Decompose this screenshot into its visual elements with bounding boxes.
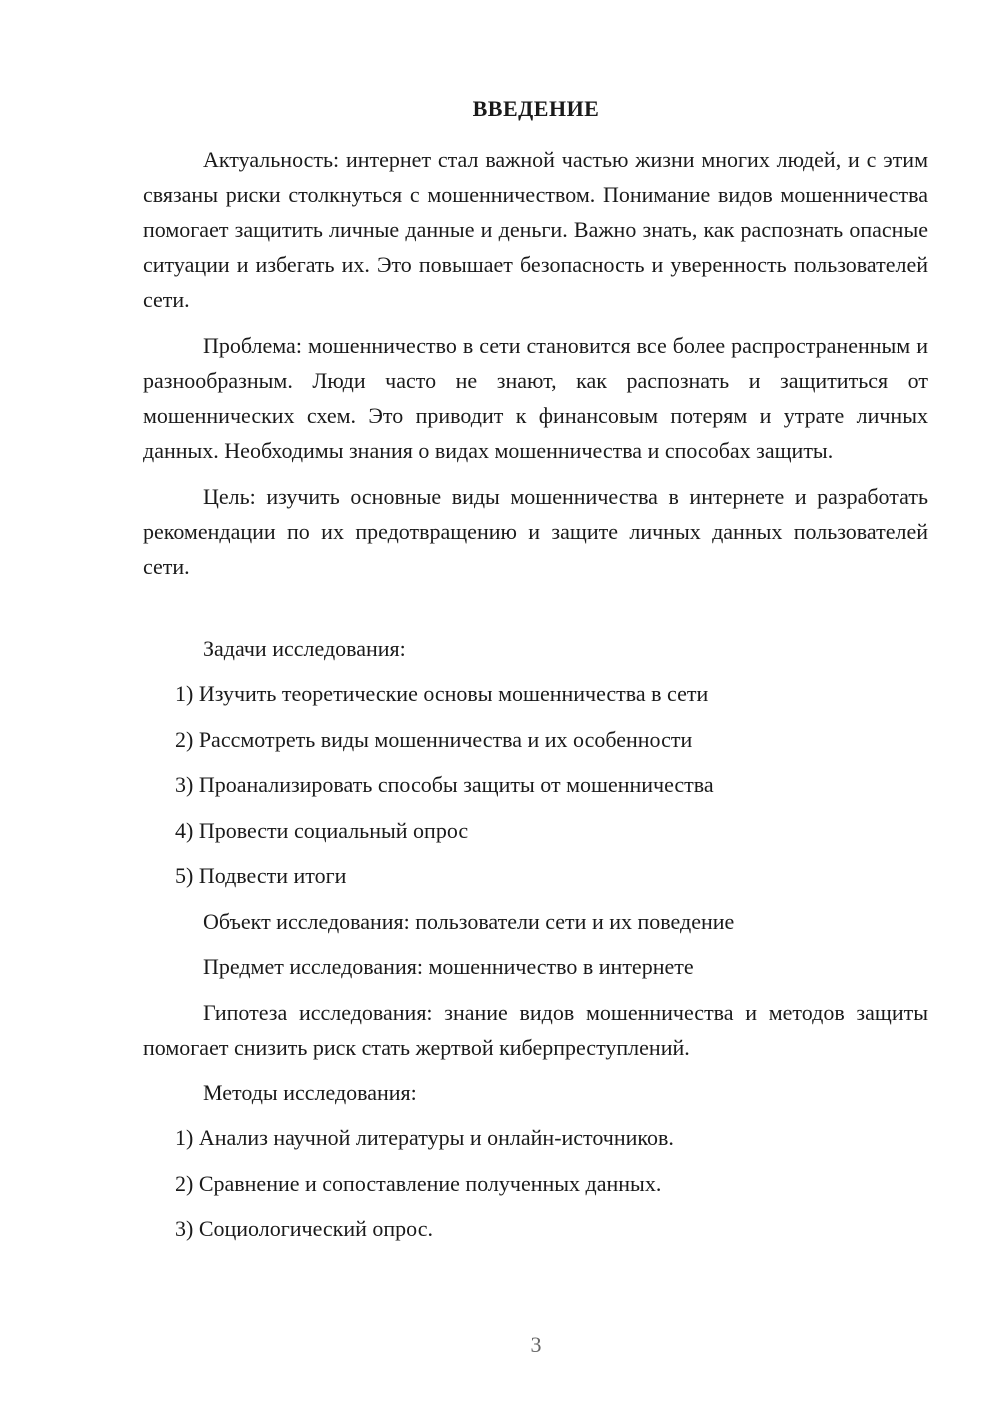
hypothesis-paragraph: Гипотеза исследования: знание видов мошенничества и методов защиты помогает снизить риск стать жертвой киберпреступлений. — [143, 1000, 928, 1060]
task-item: 2) Рассмотреть виды мошенничества и их особенности — [175, 727, 693, 752]
research-subject: Предмет исследования: мошенничество в интернете — [203, 954, 694, 979]
method-item: 3) Социологический опрос. — [175, 1216, 433, 1241]
intro-block-1 — [143, 142, 928, 595]
task-item: 1) Изучить теоретические основы мошенничества в сети — [175, 681, 709, 706]
task-item: 5) Подвести итоги — [175, 863, 347, 888]
research-object: Объект исследования: пользователи сети и их поведение — [203, 909, 735, 934]
relevance-paragraph: Актуальность: интернет стал важной частью жизни многих людей, и с этим связаны риски столкнуться с мошенничеством. Понимание видов мошенничества помогает защитить личные данные и деньги. Важно знать, как распознать опасные ситуации и избегать их. Это повышает безопасность и уверенность пользователей сети. — [143, 147, 928, 312]
page-number: 3 — [530, 1332, 542, 1357]
method-item: 1) Анализ научной литературы и онлайн-источников. — [175, 1125, 674, 1150]
methods-heading: Методы исследования: — [203, 1080, 417, 1105]
goal-paragraph: Цель: изучить основные виды мошенничества в интернете и разработать рекомендации по их предотвращению и защите личных данных пользователей сети. — [143, 484, 928, 579]
hypothesis-block — [143, 995, 928, 1076]
task-item: 3) Проанализировать способы защиты от мошенничества — [175, 772, 714, 797]
task-item: 4) Провести социальный опрос — [175, 818, 469, 843]
tasks-heading: Задачи исследования: — [203, 636, 406, 661]
page-title: ВВЕДЕНИЕ — [472, 96, 600, 121]
method-item: 2) Сравнение и сопоставление полученных данных. — [175, 1171, 662, 1196]
problem-paragraph: Проблема: мошенничество в сети становится все более распространенным и разнообразным. Люди часто не знают, как распознать и защититься от мошеннических схем. Это приводит к финансовым потерям и утрате личных данных. Необходимы знания о видах мошенничества и способах защиты. — [143, 333, 928, 463]
